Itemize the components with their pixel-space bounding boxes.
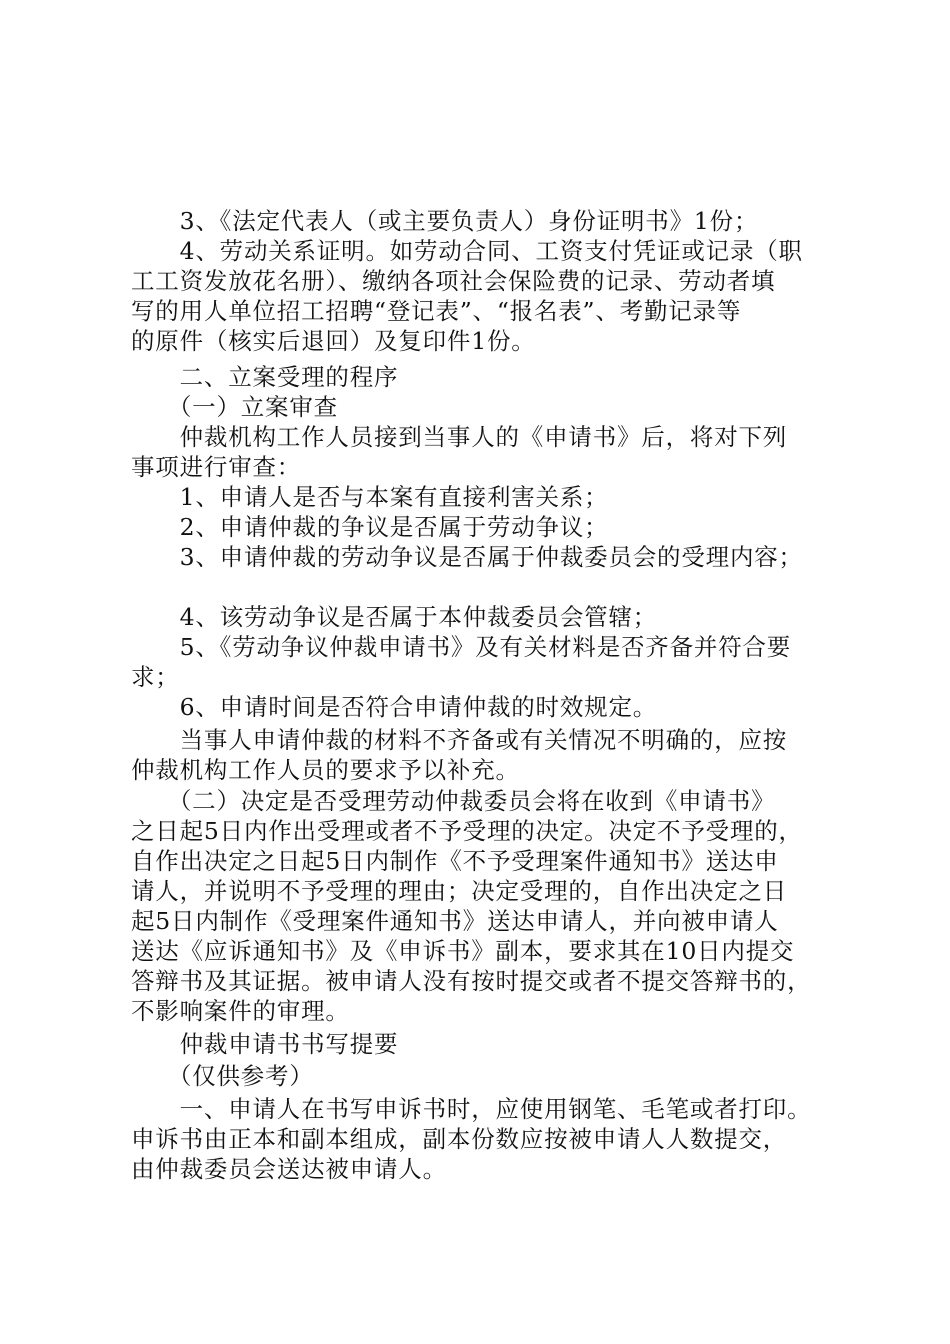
subsection-heading: （一）立案审查 [131, 393, 338, 421]
text-line: 申诉书由正本和副本组成，副本份数应按被申请人人数提交， [131, 1125, 788, 1153]
section-heading: 二、立案受理的程序 [131, 363, 399, 391]
text-line: 3、申请仲裁的劳动争议是否属于仲裁委员会的受理内容； [131, 543, 803, 571]
text-line: 仲裁机构工作人员的要求予以补充。 [131, 756, 520, 784]
text-line: 请人，并说明不予受理的理由；决定受理的，自作出决定之日 [131, 877, 788, 905]
text-line: 求； [131, 663, 180, 691]
text-line: 2、申请仲裁的争议是否属于劳动争议； [131, 513, 609, 541]
text-line: 不影响案件的审理。 [131, 997, 350, 1025]
text-line: 写的用人单位招工招聘“登记表”、“报名表”、考勤记录等 [131, 297, 742, 325]
document-subtitle: （仅供参考） [131, 1062, 314, 1090]
text-line: 当事人申请仲裁的材料不齐备或有关情况不明确的，应按 [131, 726, 788, 754]
text-line: 4、劳动关系证明。如劳动合同、工资支付凭证或记录（职 [131, 237, 803, 265]
text-line: 由仲裁委员会送达被申请人。 [131, 1155, 447, 1183]
text-line: 工工资发放花名册）、缴纳各项社会保险费的记录、劳动者填 [131, 267, 776, 295]
text-line: 的原件（核实后退回）及复印件1份。 [131, 327, 536, 355]
text-line: 6、申请时间是否符合申请仲裁的时效规定。 [131, 693, 658, 721]
text-line: 5、《劳动争议仲裁申请书》及有关材料是否齐备并符合要 [131, 633, 792, 661]
text-line: 送达《应诉通知书》及《申诉书》副本，要求其在10日内提交 [131, 937, 795, 965]
text-line: （二）决定是否受理劳动仲裁委员会将在收到《申请书》 [131, 787, 776, 815]
text-line: 起5日内制作《受理案件通知书》送达申请人，并向被申请人 [131, 907, 779, 935]
text-line: 答辩书及其证据。被申请人没有按时提交或者不提交答辩书的， [131, 967, 812, 995]
text-line: 事项进行审查： [131, 453, 302, 481]
text-line: 一、申请人在书写申诉书时，应使用钢笔、毛笔或者打印。 [131, 1095, 812, 1123]
text-line: 3、《法定代表人（或主要负责人）身份证明书》1份； [131, 207, 759, 235]
text-line: 仲裁机构工作人员接到当事人的《申请书》后，将对下列 [131, 423, 788, 451]
text-line: 之日起5日内作出受理或者不予受理的决定。决定不予受理的， [131, 817, 803, 845]
text-line: 4、该劳动争议是否属于本仲裁委员会管辖； [131, 603, 658, 631]
text-line: 1、申请人是否与本案有直接利害关系； [131, 483, 609, 511]
text-line: 自作出决定之日起5日内制作《不予受理案件通知书》送达申 [131, 847, 779, 875]
document-title: 仲裁申请书书写提要 [131, 1030, 399, 1058]
